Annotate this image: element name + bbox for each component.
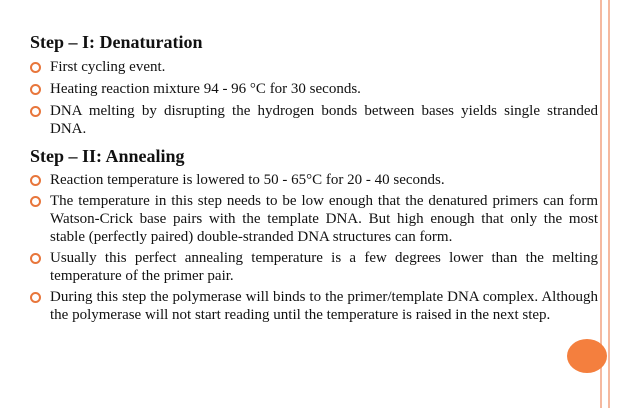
list-item-text: Usually this perfect annealing temperature is a few degrees lower than the melting temperature of the primer pair. xyxy=(50,250,598,284)
list-item-text: The temperature in this step needs to be low enough that the denatured primers can form Watson-Crick base pairs with the template DNA. But high enough that only the most stable (perfectly paired) double-stranded DNA structures can form. xyxy=(50,193,598,245)
bullet-icon xyxy=(30,84,41,95)
bullet-icon xyxy=(30,62,41,73)
slide-content xyxy=(30,30,598,324)
list-item xyxy=(30,192,598,246)
bullet-icon xyxy=(30,253,41,264)
bullet-list xyxy=(30,58,598,138)
bullet-icon xyxy=(30,292,41,303)
section-annealing xyxy=(30,144,598,324)
section-heading: Step – II: Annealing xyxy=(30,146,185,166)
decorative-rule-right xyxy=(608,0,610,408)
section-denaturation xyxy=(30,30,598,138)
list-item-text: Reaction temperature is lowered to 50 - 65°C for 20 - 40 seconds. xyxy=(50,172,445,188)
bullet-icon xyxy=(30,106,41,117)
list-item xyxy=(30,102,598,138)
list-item xyxy=(30,58,598,76)
list-item-text: First cycling event. xyxy=(50,59,166,75)
list-item-text: Heating reaction mixture 94 - 96 °C for 30 seconds. xyxy=(50,81,361,97)
section-heading: Step – I: Denaturation xyxy=(30,32,203,52)
list-item-text: During this step the polymerase will binds to the primer/template DNA complex. Although the polymerase will not start reading until the temperature is raised in the next step. xyxy=(50,289,598,323)
bullet-list xyxy=(30,171,598,324)
list-item-text: DNA melting by disrupting the hydrogen bonds between bases yields single stranded DNA. xyxy=(50,103,598,137)
list-item xyxy=(30,288,598,324)
decorative-circle xyxy=(567,339,607,373)
list-item xyxy=(30,80,598,98)
list-item xyxy=(30,171,598,189)
bullet-icon xyxy=(30,175,41,186)
list-item xyxy=(30,249,598,285)
bullet-icon xyxy=(30,196,41,207)
